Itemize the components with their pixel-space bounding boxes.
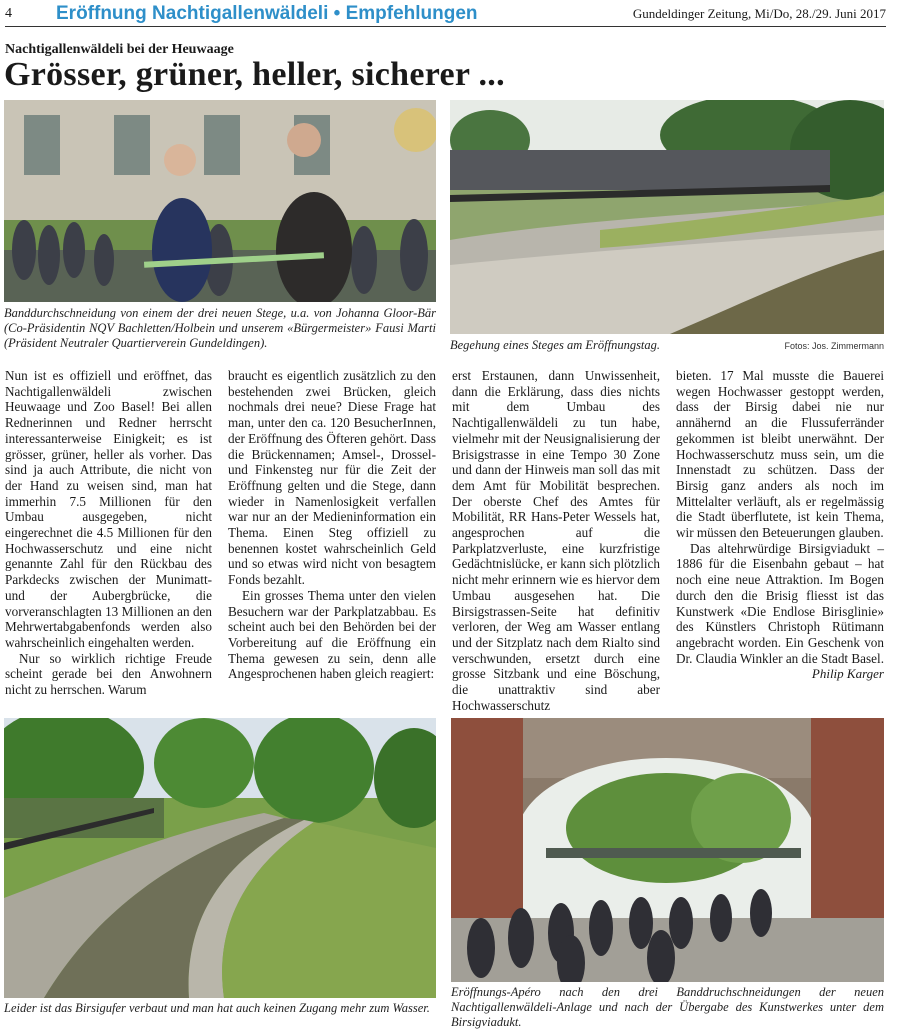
- caption-ribbon-cutting: Banddurchschneidung von einem der drei neuen Stege, u.a. von Johanna Gloor-Bär (Co-Präsidentin NQV Bachletten/Holbein und unserem «Bürgermeister» Fausi Marti (Präsident Neutraler Quartierverein Gundeldingen).: [4, 306, 436, 350]
- paragraph: Nur so wirklich richtige Freude scheint gerade bei den Anwohnern nicht zu herrschen. Warum: [5, 650, 212, 698]
- photo-apero-viaduct: [451, 718, 884, 982]
- article-column-4: [676, 368, 884, 682]
- article-kicker: Nachtigallenwäldeli bei der Heuwaage: [5, 42, 234, 57]
- article-column-1: [5, 368, 212, 698]
- photo-riverbank: [4, 718, 436, 998]
- photo-bridge-walk: [450, 100, 884, 334]
- page-number: 4: [5, 6, 12, 21]
- paragraph: bieten. 17 Mal musste die Bauerei wegen Hochwasser gestoppt werden, dass der Birsig dabei nie nur annähernd an die Flussuferränder gekommen ist bleibt unerwähnt. Der Hochwasserschutz muss sein, um die Innenstadt zu schützen. Dass der Birsig ganz anders als noch im Mittelalter verläuft, als er regelmässig die Stadt überflutete, ist kein Thema, wir müssen den Beteuerungen glauben.: [676, 368, 884, 541]
- header-rule: [5, 26, 886, 27]
- section-title: Eröffnung Nachtigallenwäldeli • Empfehlungen: [56, 3, 478, 24]
- article-column-3: [452, 368, 660, 713]
- caption-bridge-walk: Begehung eines Steges am Eröffnungstag.: [450, 338, 661, 352]
- article-headline: Grösser, grüner, heller, sicherer ...: [4, 56, 505, 93]
- paragraph: Nun ist es offiziell und eröffnet, das Nachtigallenwäldeli zwischen Heuwaage und Zoo Basel! Bei allen Rednerinnen und Redner herrscht interessanterweise Einigkeit; es ist grösser, grüner, heller als vorher. Das sind ja auch Attribute, die nicht von der Hand zu weisen sind, man hat immerhin 7.5 Millionen für den Umbau ausgegeben, nicht eingerechnet die 4.5 Millionen für den Hochwasserschutz und eine nicht genannte Zahl für den Rückbau des Parkdecks zwischen der Munimatt- und der Aubergbrücke, die vorveranschlagten 13 Millionen an den Mehrwertabgabenfonds werden also wahrscheinlich eingehalten werden.: [5, 368, 212, 650]
- photo-ribbon-cutting: [4, 100, 436, 302]
- paragraph: Ein grosses Thema unter den vielen Besuchern war der Parkplatzabbau. Es scheint auch bei den Behörden bei der Vorbereitung auf die Eröffnung ein Thema gewesen zu sein, denn alle Angesprochenen haben gleich reagiert:: [228, 587, 436, 682]
- paragraph: Das altehrwürdige Birsigviadukt – 1886 für die Eisenbahn gebaut – hat noch eine neue Attraktion. Im Bogen durch den die Brisig fliesst ist das Kunstwerk «Die Endlose Birisglinie» des Künstlers Christoph Rütimann angebracht worden. Ein Geschenk von Dr. Claudia Winkler an die Stadt Basel.: [676, 540, 884, 666]
- caption-riverbank: Leider ist das Birsigufer verbaut und man hat auch keinen Zugang mehr zum Wasser.: [4, 1001, 430, 1015]
- masthead: Gundeldinger Zeitung, Mi/Do, 28./29. Juni 2017: [632, 6, 886, 21]
- article-column-2: [228, 368, 436, 682]
- paragraph: braucht es eigentlich zusätzlich zu den bestehenden zwei Brücken, gleich nochmals drei neue? Diese Frage hat man, unter den ca. 120 BesucherInnen, der Eröffnung des Öfteren gehört. Dass die Brückennamen; Amsel-, Drossel- und Finkensteg nur für die Zeit der Eröffnung gelten und die Stege, dann wieder in Namenlosigkeit verfallen war nur an der Medieninformation ein Thema. Einen Steg offiziell zu benennen kostet wahrscheinlich Geld und so etwas wird nicht von besagtem Fonds bezahlt.: [228, 368, 436, 588]
- caption-apero-viaduct: Eröffnungs-Apéro nach den drei Banddruchschneidungen der neuen Nachtigallenwäldeli-Anlage und nach der Übergabe des Kunstwerkes unter dem Birsigviadukt.: [451, 985, 884, 1029]
- author-byline: Philip Karger: [811, 666, 884, 682]
- paragraph: erst Erstaunen, dann Unwissenheit, dann die Erklärung, dass dies nichts mit dem Umbau des Nachtigallenwäldeli zu tun habe, vielmehr mit der Neusignalisierung der Brisigstrasse in eine Tempo 30 Zone und dann der Hinweis man soll das mit dem Amt für Mobilität besprechen. Der oberste Chef des Amtes für Mobilität, RR Hans-Peter Wessels hat, angesprochen auf die Parkplatzverluste, eine kurzfristige Gedächtnislücke, er kann sich plötzlich nicht mehr erinnern wie es hiervor dem Umbau ausgesehen hat. Die Birsigstrassen-Seite hat definitiv verloren, der Weg am Wasser entlang und der Sitzplatz nach dem Rialto sind verschwunden, ersetzt durch eine grosse Sitzbank und eine Böschung, die unattraktiv sind aber Hochwasserschutz: [452, 368, 660, 713]
- photo-credit: Fotos: Jos. Zimmermann: [784, 341, 884, 351]
